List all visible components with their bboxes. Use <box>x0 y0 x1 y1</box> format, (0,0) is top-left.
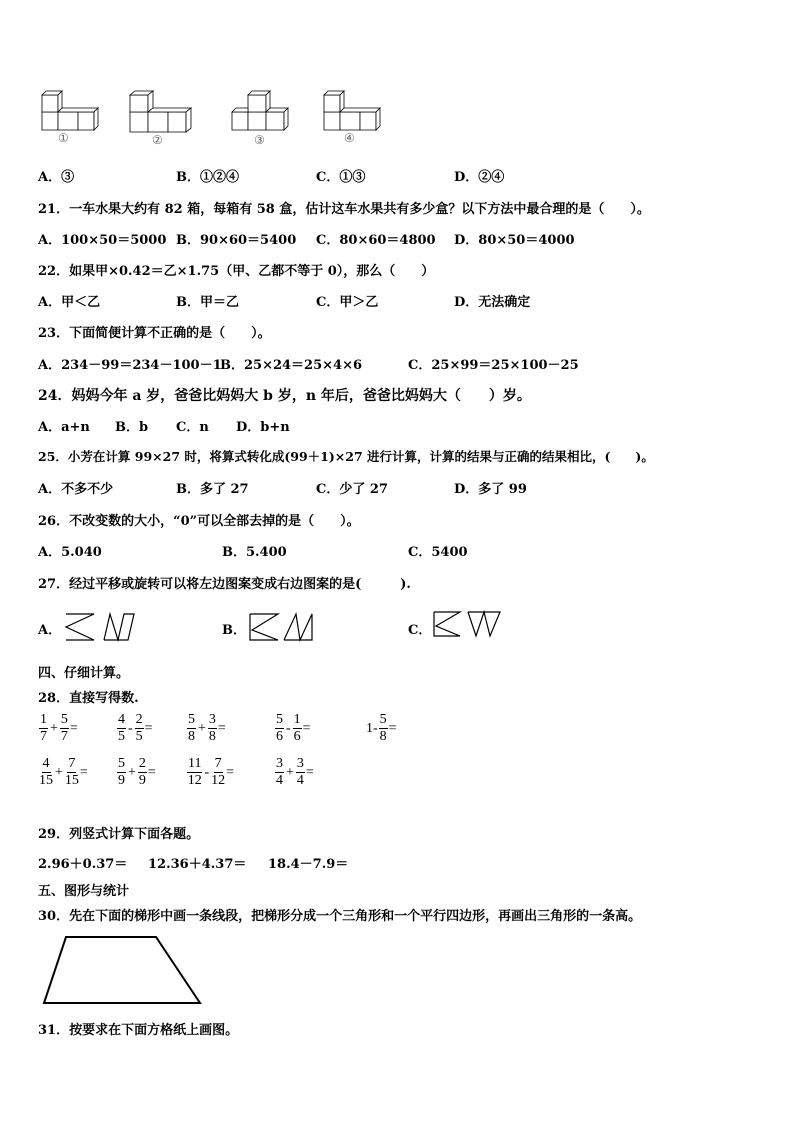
q23-option-a: A．234－99＝234－100－1 <box>38 358 222 373</box>
q27-figure-a <box>64 608 144 644</box>
q26-stem: 26．不改变数的大小，“0”可以全部去掉的是（ ）。 <box>38 514 360 529</box>
q27-stem: 27．经过平移或旋转可以将左边图案变成右边图案的是( ). <box>38 577 411 592</box>
q22-option-b: B．甲＝乙 <box>176 295 239 310</box>
q28-expression: 4 5 - $\frac{2}{5}$ = <box>118 712 153 744</box>
q22-option-a: A．甲＜乙 <box>38 295 101 310</box>
q23-option-b: B．25×24＝25×4×6 <box>220 358 363 373</box>
figure-label-1: ① <box>58 131 69 145</box>
q24-option-d: D．b+n <box>236 420 290 435</box>
q21-option-b: B．90×60＝5400 <box>176 233 297 248</box>
q28-expression: 5 6 - $\frac{1}{6}$ = <box>276 712 311 744</box>
q22-option-c: C．甲＞乙 <box>316 295 379 310</box>
figure-label-4: ④ <box>344 131 355 145</box>
q28-expression: 1 7 + $\frac{5}{7}$ = <box>40 712 78 744</box>
figure-label-2: ② <box>152 133 163 147</box>
q27-option-a: A． <box>38 623 62 638</box>
q24-stem: 24．妈妈今年 a 岁，爸爸比妈妈大 b 岁，n 年后，爸爸比妈妈大（ ）岁。 <box>38 388 531 404</box>
q25-option-c: C．少了 27 <box>316 482 388 497</box>
section-5-heading: 五、图形与统计 <box>38 884 130 899</box>
q26-option-a: A．5.040 <box>38 545 102 560</box>
q23-option-c: C．25×99＝25×100－25 <box>408 358 579 373</box>
q22-stem: 22．如果甲×0.42＝乙×1.75（甲、乙都不等于 0），那么（ ） <box>38 264 435 279</box>
q28-expression: 4 15 + $\frac{7}{15}$ = <box>39 756 88 788</box>
q30-stem: 30．先在下面的梯形中画一条线段，把梯形分成一个三角形和一个平行四边形，再画出三角形的一条高。 <box>38 909 642 924</box>
q28-expression: 5 9 + $\frac{2}{9}$ = <box>118 756 156 788</box>
q28-expression: 3 4 + $\frac{3}{4}$ = <box>276 756 314 788</box>
q28-expression: 1- $\frac{5}{8}$ = <box>366 712 397 744</box>
q28-expression: 5 8 + $\frac{3}{8}$ = <box>188 712 226 744</box>
q24-option-c: C．n <box>176 420 209 435</box>
q23-stem: 23．下面简便计算不正确的是（ ）。 <box>38 326 271 341</box>
q21-stem: 21．一车水果大约有 82 箱，每箱有 58 盒，估计这车水果共有多少盒？以下方法中最合理的是（ ）。 <box>38 202 650 217</box>
q31-stem: 31．按要求在下面方格纸上画图。 <box>38 1023 239 1038</box>
q26-option-b: B．5.400 <box>222 545 287 560</box>
q28-stem: 28．直接写得数. <box>38 691 139 706</box>
q25-stem: 25．小芳在计算 99×27 时，将算式转化成(99＋1)×27 进行计算，计算的结果与正确的结果相比，( )。 <box>38 449 654 464</box>
q27-option-b: B． <box>222 623 246 638</box>
q27-figure-b <box>248 608 328 644</box>
q29-item-2: 12.36＋4.37＝ <box>148 857 247 872</box>
figure-label-3: ③ <box>254 133 265 147</box>
q21-option-a: A．100×50＝5000 <box>38 233 167 248</box>
q25-option-d: D．多了 99 <box>454 482 527 497</box>
q29-stem: 29．列竖式计算下面各题。 <box>38 827 200 842</box>
q25-option-b: B．多了 27 <box>176 482 249 497</box>
cube-figure-4 <box>320 90 390 140</box>
q20-option-a: A．③ <box>38 170 75 185</box>
q29-item-1: 2.96＋0.37＝ <box>38 857 128 872</box>
q21-option-d: D．80×50＝4000 <box>454 233 575 248</box>
q27-option-c: C． <box>408 623 432 638</box>
q26-option-c: C．5400 <box>408 545 468 560</box>
q24-option-a: A．a+n <box>38 420 90 435</box>
q21-option-c: C．80×60＝4800 <box>316 233 436 248</box>
cube-figure-1 <box>38 90 108 140</box>
q29-item-3: 18.4－7.9＝ <box>268 857 349 872</box>
q20-option-b: B．①②④ <box>176 170 240 185</box>
section-4-heading: 四、仔细计算。 <box>38 666 130 681</box>
q27-figure-c <box>432 606 512 642</box>
q20-option-d: D．②④ <box>454 170 505 185</box>
q20-option-c: C．①③ <box>316 170 366 185</box>
q25-option-a: A．不多不少 <box>38 482 114 497</box>
q30-trapezoid <box>40 932 210 1012</box>
q28-expression: 11 12 - $\frac{7}{12}$ = <box>187 756 235 788</box>
q22-option-d: D．无法确定 <box>454 295 531 310</box>
q24-option-b: B．b <box>115 420 149 435</box>
